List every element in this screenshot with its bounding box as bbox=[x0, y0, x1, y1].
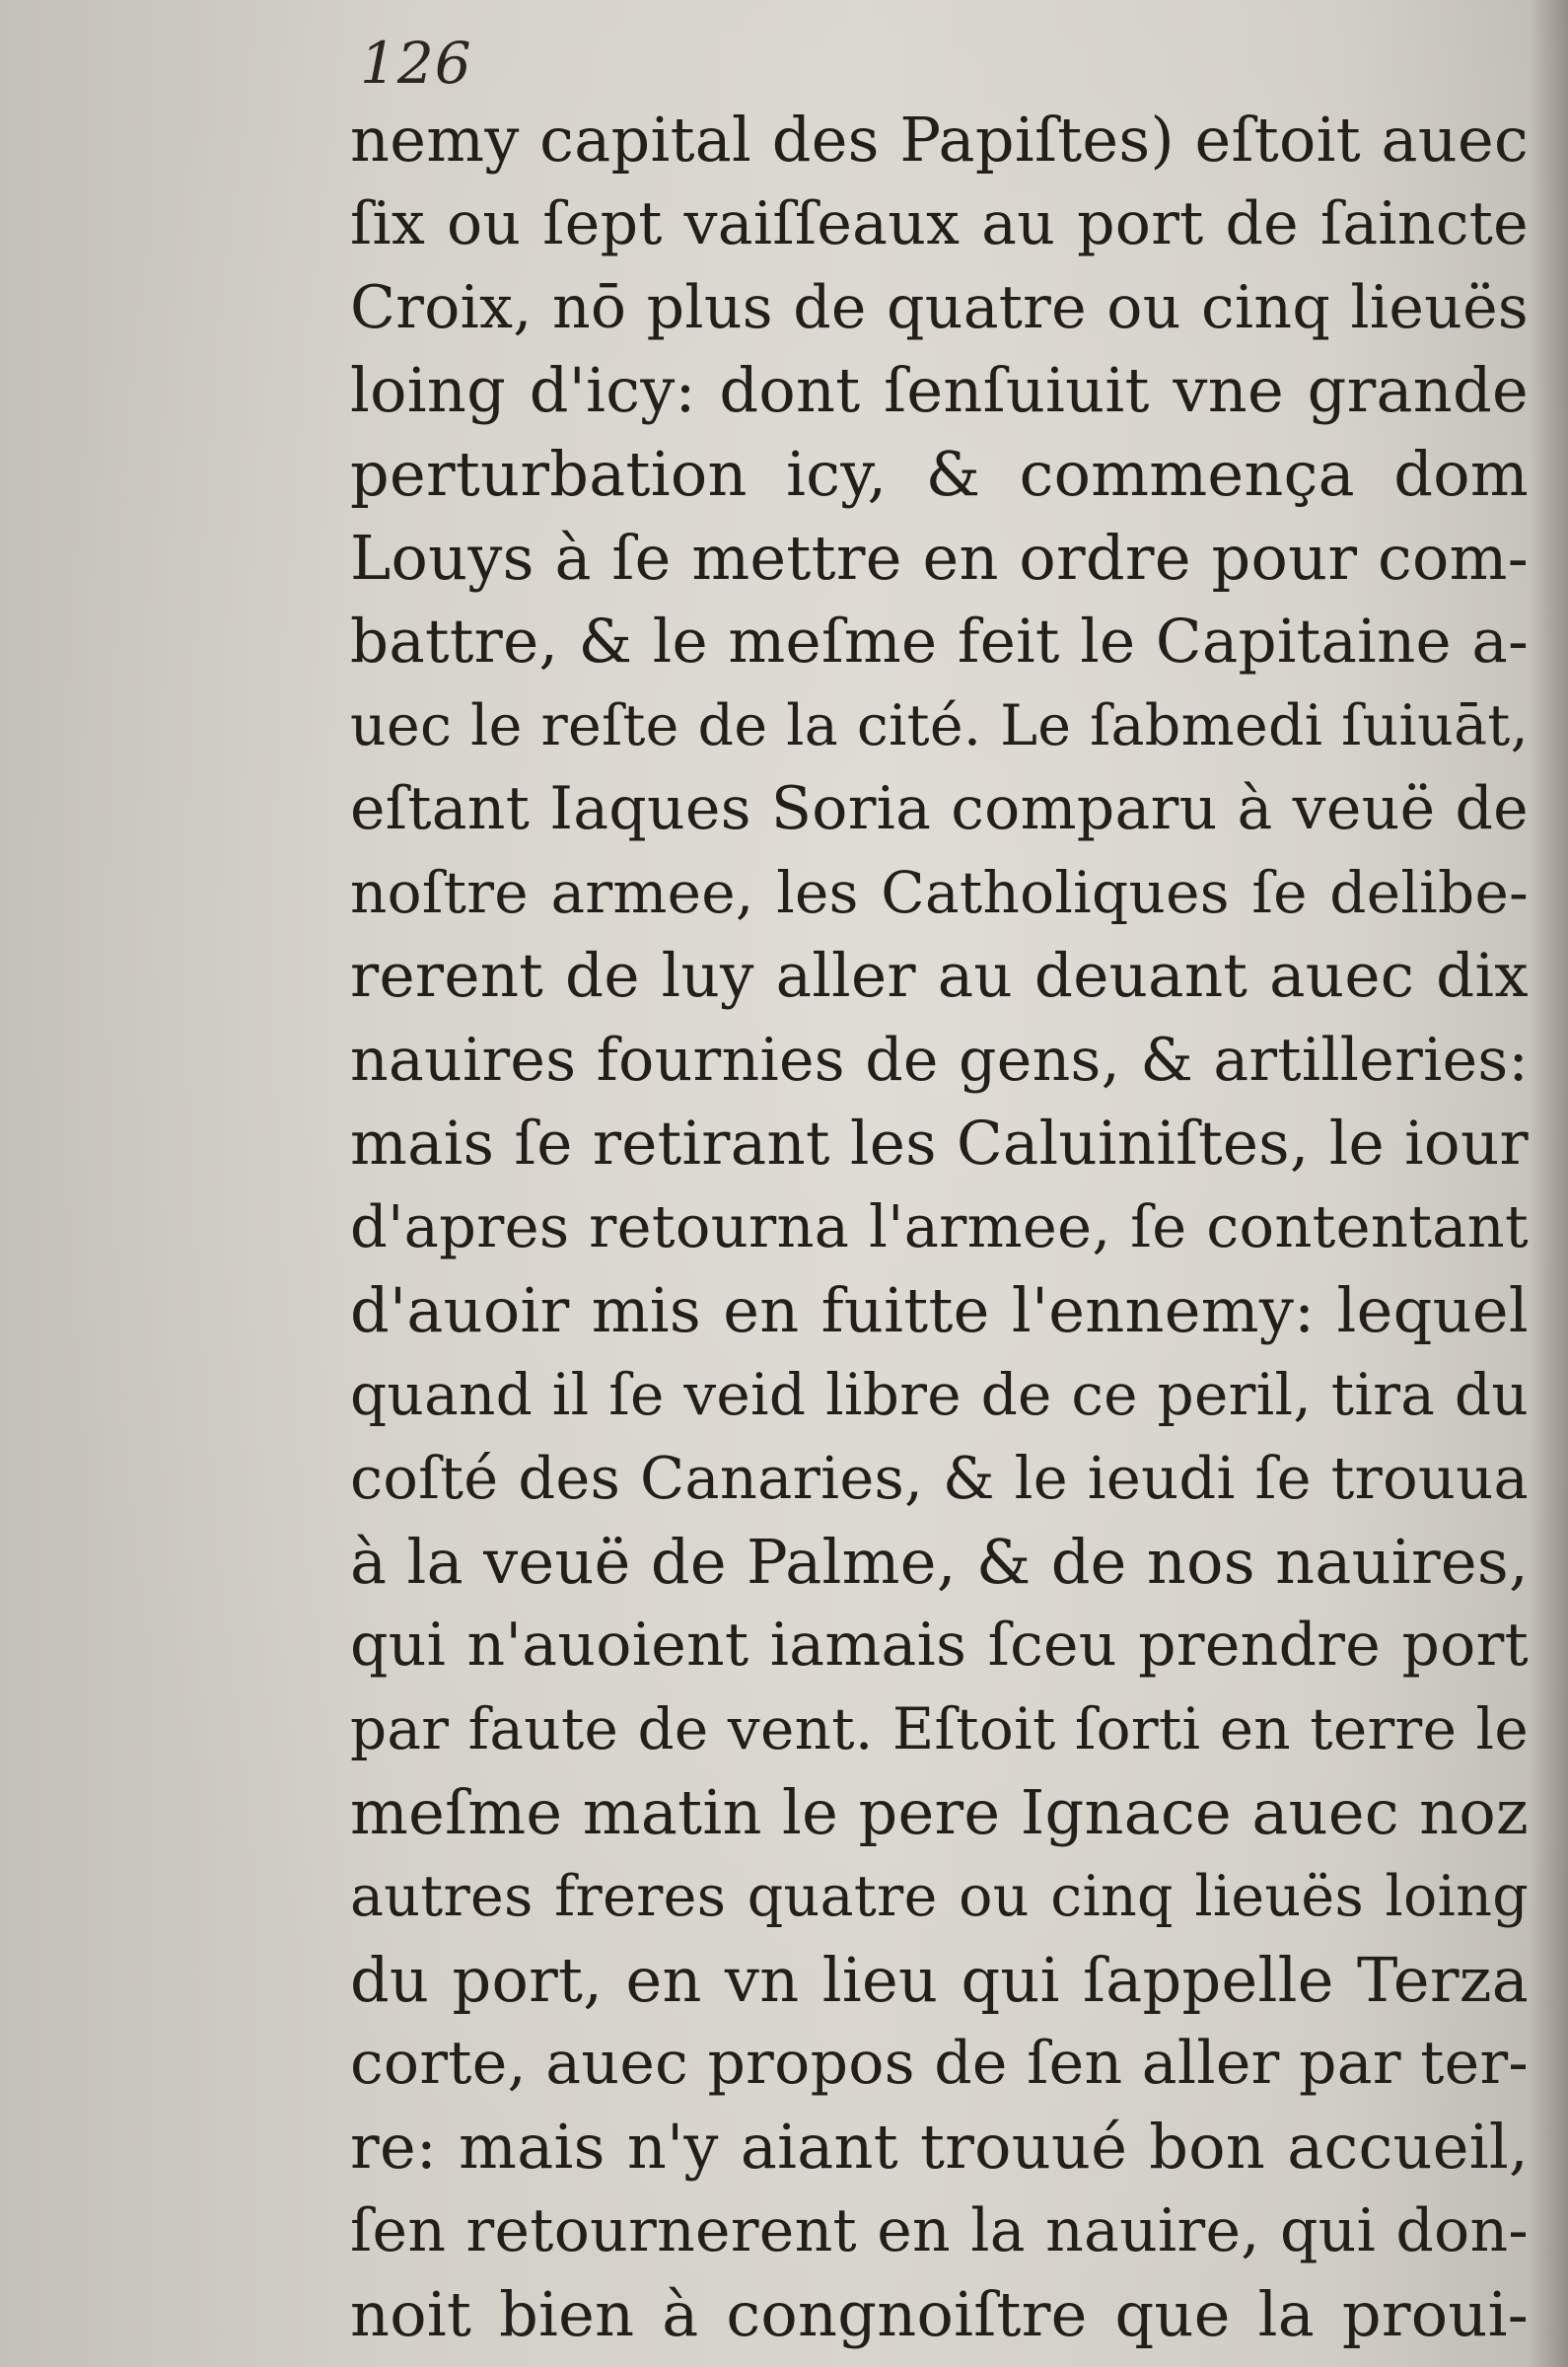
text-line: autres freres quatre ou cinq lieuës loing bbox=[350, 1863, 1529, 1929]
text-line: uec le reſte de la cité. Le ſabmedi ſuiuāt, bbox=[350, 692, 1529, 758]
text-line: rerent de luy aller au deuant auec dix bbox=[350, 940, 1529, 1011]
text-line: d'apres retourna l'armee, ſe contentant bbox=[350, 1192, 1529, 1261]
text-line: Louys à ſe mettre en ordre pour com- bbox=[350, 521, 1529, 594]
text-line: par faute de vent. Eſtoit ſorti en terre le bbox=[350, 1695, 1529, 1763]
text-line: noſtre armee, les Catholiques ſe delibe- bbox=[350, 859, 1529, 927]
text-line: loing d'icy: dont ſenſuiuit vne grande bbox=[350, 354, 1529, 427]
text-line: quand il ſe veid libre de ce peril, tira du bbox=[350, 1360, 1529, 1428]
text-line: perturbation icy, & commença dom bbox=[350, 438, 1529, 511]
text-line: ſix ou ſept vaiſſeaux au port de ſaincte bbox=[350, 188, 1529, 258]
text-line: re: mais n'y aiant trouué bon accueil, bbox=[350, 2111, 1529, 2184]
text-line: nemy capital des Papiſtes) eſtoit auec bbox=[350, 104, 1529, 176]
text-line: coſté des Canaries, & le ieudi ſe trouua bbox=[350, 1443, 1529, 1512]
text-line: meſme matin le pere Ignace auec noz bbox=[350, 1775, 1529, 1848]
text-line: nauires fournies de gens, & artilleries: bbox=[350, 1025, 1529, 1095]
text-line: qui n'auoient iamais ſceu prendre port bbox=[350, 1611, 1529, 1681]
text-line: battre, & le meſme feit le Capitaine a- bbox=[350, 606, 1529, 677]
text-line: eſtant Iaques Soria comparu à veuë de bbox=[350, 774, 1529, 844]
text-line: du port, en vn lieu qui ſappelle Terza bbox=[350, 1943, 1529, 2016]
text-line: Croix, nō plus de quatre ou cinq lieuës bbox=[350, 272, 1529, 342]
text-line: ſen retournerent en la nauire, qui don- bbox=[350, 2195, 1529, 2265]
page-number: 126 bbox=[360, 30, 472, 97]
text-line: corte, auec propos de ſen aller par ter- bbox=[350, 2029, 1529, 2099]
text-line: noit bien à congnoiſtre que la proui- bbox=[350, 2277, 1529, 2350]
page-edge-shadow bbox=[1529, 0, 1568, 2367]
text-line: à la veuë de Palme, & de nos nauires, bbox=[350, 1525, 1529, 1598]
text-line: d'auoir mis en fuitte l'ennemy: lequel bbox=[350, 1274, 1529, 1347]
text-line: mais ſe retirant les Caluiniſtes, le iour bbox=[350, 1108, 1529, 1179]
body-text bbox=[350, 99, 1529, 2357]
